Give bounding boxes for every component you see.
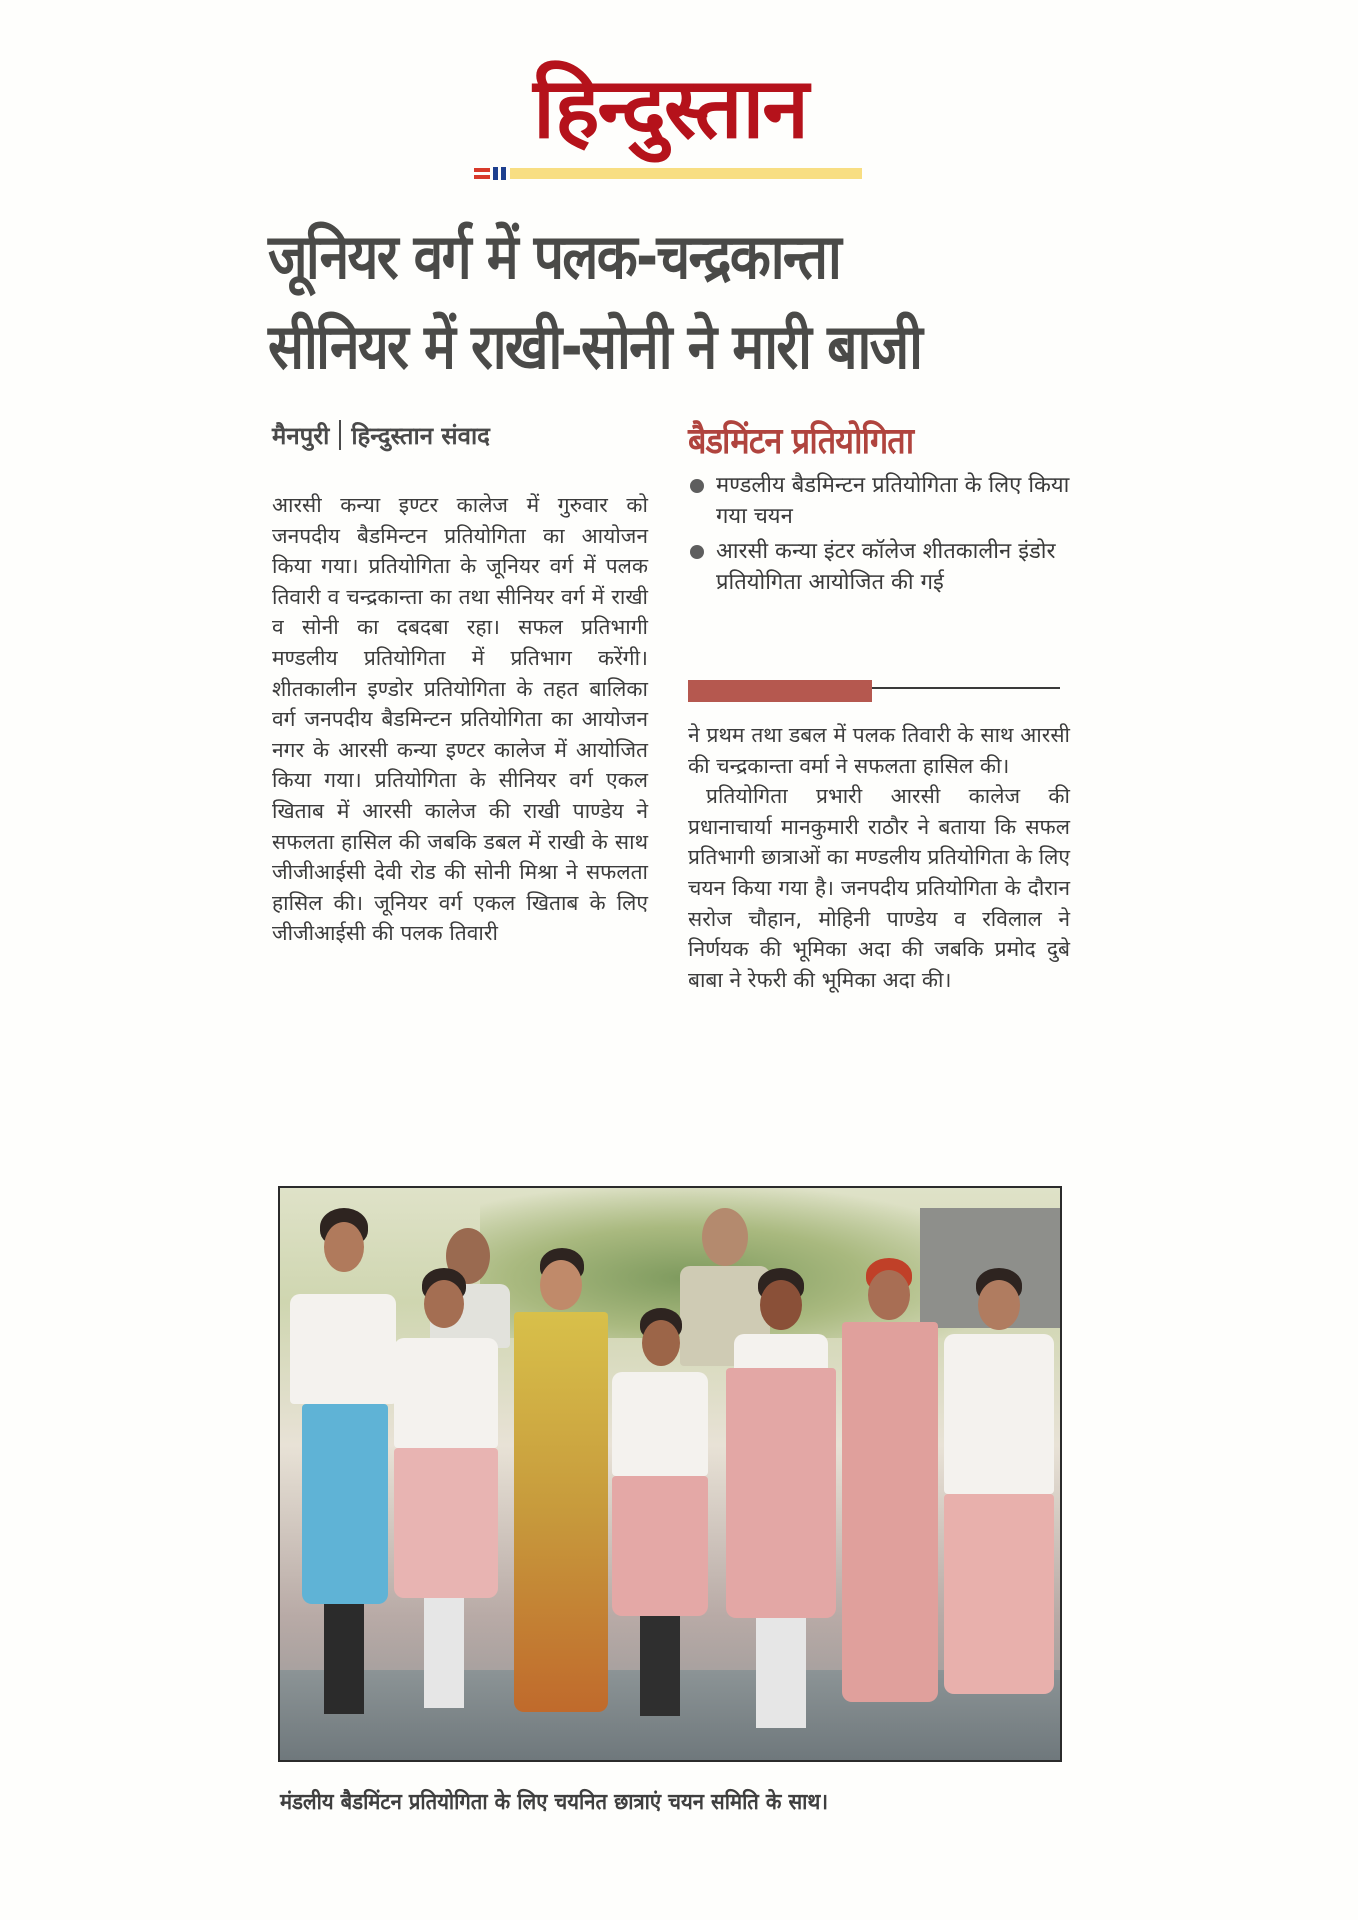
article-paragraph: आरसी कन्या इण्टर कालेज में गुरुवार को जनपदीय बैडमिन्टन प्रतियोगिता का आयोजन किया गया। प्रतियोगिता के जूनियर वर्ग में पलक तिवारी व चन्द्रकान्ता का तथा सीनियर वर्ग में राखी व सोनी का दबदबा रहा। सफल प्रतिभागी मण्डलीय प्रतियोगिता में प्रतिभाग करेंगी। शीतकालीन इण्डोर प्रतियोगिता के तहत बालिका वर्ग जनपदीय बैडमिन्टन प्रतियोगिता का आयोजन नगर के आरसी कन्या इण्टर कालेज में आयोजित किया गया। प्रतियोगिता के सीनियर वर्ग एकल खिताब में आरसी कालेज की राखी पाण्डेय ने सफलता हासिल की जबकि डबल में राखी के साथ जीजीआईसी देवी रोड की सोनी मिश्रा ने सफलता हासिल की। जूनियर वर्ग एकल खिताब के लिए जीजीआईसी की पलक तिवारी bbox=[272, 493, 648, 946]
divider-color-block bbox=[688, 680, 872, 702]
photo-person bbox=[390, 1268, 500, 1728]
highlights-box bbox=[688, 418, 1070, 602]
byline-separator bbox=[339, 420, 341, 450]
logo-blue-bar-icon bbox=[501, 167, 506, 180]
photo-person bbox=[940, 1268, 1058, 1738]
highlight-text: आरसी कन्या इंटर कॉलेज शीतकालीन इंडोर प्रतियोगिता आयोजित की गई bbox=[716, 539, 1056, 595]
article-left-column bbox=[272, 490, 648, 949]
logo-red-stripe-icon bbox=[474, 168, 490, 172]
article-paragraph: प्रतियोगिता प्रभारी आरसी कालेज की प्रधानाचार्या मानकुमारी राठौर ने बताया कि सफल प्रतिभागी छात्राओं का मण्डलीय प्रतियोगिता के लिए चयन किया गया है। जनपदीय प्रतियोगिता के दौरान सरोज चौहान, मोहिनी पाण्डेय व रविलाल ने निर्णयक की भूमिका अदा की जबकि प्रमोद दुबे बाबा ने रेफरी की भूमिका अदा की। bbox=[688, 784, 1070, 992]
highlight-text: मण्डलीय बैडमिन्टन प्रतियोगिता के लिए किया गया चयन bbox=[716, 473, 1070, 529]
logo-red-stripe-icon bbox=[474, 175, 490, 179]
masthead-title: हिन्दुस्तान bbox=[533, 59, 807, 157]
headline bbox=[268, 212, 1068, 392]
headline-line-2: सीनियर में राखी-सोनी ने मारी बाजी bbox=[268, 310, 922, 383]
highlights-divider bbox=[688, 680, 1060, 702]
divider-line bbox=[872, 687, 1060, 689]
photo-person bbox=[720, 1268, 840, 1738]
article-paragraph: ने प्रथम तथा डबल में पलक तिवारी के साथ आरसी की चन्द्रकान्ता वर्मा ने सफलता हासिल की। bbox=[688, 723, 1070, 778]
highlight-item bbox=[688, 470, 1070, 532]
photo-caption: मंडलीय बैडमिंटन प्रतियोगिता के लिए चयनित छात्राएं चयन समिति के साथ। bbox=[280, 1790, 829, 1815]
masthead-logo bbox=[470, 58, 870, 188]
highlights-list bbox=[688, 470, 1070, 598]
article-right-column bbox=[688, 720, 1070, 995]
bullet-icon bbox=[690, 479, 704, 493]
highlights-title: बैडमिंटन प्रतियोगिता bbox=[688, 421, 914, 462]
logo-blue-bar-icon bbox=[493, 167, 498, 180]
bullet-icon bbox=[690, 545, 704, 559]
byline bbox=[272, 418, 490, 452]
photo-person bbox=[290, 1208, 400, 1748]
byline-location: मैनपुरी bbox=[272, 421, 330, 450]
logo-yellow-bar bbox=[510, 168, 862, 179]
group-photo bbox=[278, 1186, 1062, 1762]
photo-person bbox=[510, 1248, 610, 1718]
photo-person bbox=[610, 1308, 710, 1728]
masthead-color-bar bbox=[470, 166, 862, 180]
headline-line-1: जूनियर वर्ग में पलक-चन्द्रकान्ता bbox=[268, 220, 841, 293]
byline-source: हिन्दुस्तान संवाद bbox=[351, 421, 490, 450]
highlight-item bbox=[688, 536, 1070, 598]
photo-person bbox=[840, 1258, 940, 1728]
